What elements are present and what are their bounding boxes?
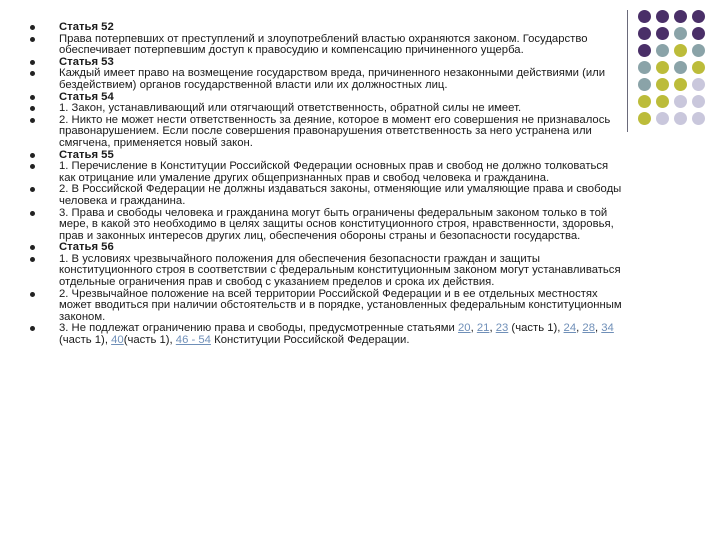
decorative-dot: [638, 61, 651, 74]
article-heading: Статья 56: [59, 241, 114, 254]
article-paragraph-item: [24, 208, 624, 243]
article-paragraph: 2. Чрезвычайное положение на всей территории Российской Федерации и в ее отдельных местностях может вводиться при наличии обстоятельств и в порядке, установленных федеральным конституционным законом.: [59, 287, 622, 323]
article-paragraph-item: [24, 115, 624, 150]
bullet-icon: [30, 71, 35, 76]
decorative-dot: [656, 95, 669, 108]
decorative-dot: [656, 112, 669, 125]
bullet-icon: [30, 37, 35, 42]
article-link[interactable]: 34: [601, 322, 614, 335]
article-link[interactable]: 40: [111, 334, 124, 347]
article-heading: Статья 52: [59, 21, 114, 33]
article-paragraph-item: [24, 103, 624, 115]
constitution-article-list: [24, 22, 624, 347]
article-heading: Статья 55: [59, 148, 114, 161]
bullet-icon: [30, 25, 35, 30]
article-paragraph: [59, 323, 624, 346]
paragraph-text: Конституции Российской Федерации.: [210, 334, 410, 347]
bullet-icon: [30, 153, 35, 158]
article-paragraph: 3. Права и свободы человека и гражданина могут быть ограничены федеральным законом только в той мере, в какой это необходимо в целях защиты основ конституционного строя, нравственности, здоровья, прав и законных интересов других лиц, обеспечения обороны страны и безопасности государства.: [59, 206, 614, 242]
decorative-dot: [692, 78, 705, 91]
decorative-dot: [638, 78, 651, 91]
article-paragraph-item: [24, 184, 624, 207]
decorative-dot: [638, 95, 651, 108]
bullet-icon: [30, 118, 35, 123]
article-paragraph: 2. Никто не может нести ответственность за деяние, которое в момент его совершения не признавалось правонарушением. Если после совершения правонарушения ответственность за него устранена или смягчена, применяется новый закон.: [59, 113, 611, 149]
decorative-dot: [638, 44, 651, 57]
article-paragraph: 1. Закон, устанавливающий или отягчающий ответственность, обратной силы не имеет.: [59, 102, 522, 115]
paragraph-text: (часть 1),: [59, 334, 112, 347]
paragraph-text: ,: [576, 322, 583, 335]
paragraph-text: (часть 1),: [508, 322, 564, 335]
bullet-icon: [30, 257, 35, 262]
article-link[interactable]: 24: [563, 322, 577, 335]
article-link[interactable]: 21: [476, 322, 490, 335]
decorative-dot: [674, 78, 687, 91]
article-paragraph: Каждый имеет право на возмещение государством вреда, причиненного незаконными действиями (или бездействием) органов государственной власти или их должностных лиц.: [59, 67, 606, 91]
paragraph-text: ,: [594, 322, 602, 335]
decorative-dot-grid: [638, 10, 708, 128]
bullet-icon: [30, 60, 35, 65]
decorative-dot: [692, 112, 705, 125]
decorative-dot: [692, 61, 705, 74]
bullet-icon: [30, 106, 35, 111]
article-paragraph: Права потерпевших от преступлений и злоупотреблений властью охраняются законом. Государство обеспечивает потерпевшим доступ к правосудию и компенсацию причиненного ущерба.: [59, 32, 588, 57]
bullet-icon: [30, 292, 35, 297]
paragraph-text: (часть 1),: [123, 334, 176, 347]
article-paragraph-item: [24, 161, 624, 184]
decorative-dot: [656, 10, 669, 23]
bullet-icon: [30, 211, 35, 216]
bullet-icon: [30, 187, 35, 192]
paragraph-text: ,: [489, 322, 496, 335]
article-paragraph-item: [24, 323, 624, 346]
decorative-dot: [638, 112, 651, 125]
decorative-dot: [656, 44, 669, 57]
article-paragraph: 1. Перечисление в Конституции Российской Федерации основных прав и свобод не должно толковаться как отрицание или умаление других общепризнанных прав и свобод человека и гражданина.: [59, 160, 609, 184]
decorative-dot: [692, 10, 705, 23]
decorative-dot: [674, 112, 687, 125]
paragraph-text: ,: [470, 322, 477, 335]
decorative-dot: [656, 27, 669, 40]
article-heading-item: [24, 22, 624, 34]
bullet-icon: [30, 164, 35, 169]
decorative-dot: [638, 27, 651, 40]
article-paragraph: 2. В Российской Федерации не должны издаваться законы, отменяющие или умаляющие права и свободы человека и гражданина.: [59, 183, 622, 207]
decorative-dot: [692, 44, 705, 57]
article-heading: Статья 53: [59, 55, 114, 68]
decorative-dot: [674, 44, 687, 57]
article-paragraph-item: [24, 289, 624, 324]
article-link[interactable]: 20: [458, 322, 471, 335]
decorative-dot: [638, 10, 651, 23]
bullet-icon: [30, 95, 35, 100]
article-paragraph-item: [24, 68, 624, 91]
article-paragraph-item: [24, 34, 624, 57]
decorative-dot: [656, 78, 669, 91]
decorative-dot: [656, 61, 669, 74]
divider-line: [627, 10, 628, 132]
bullet-icon: [30, 245, 35, 250]
article-paragraph: 1. В условиях чрезвычайного положения для обеспечения безопасности граждан и защиты конституционного строя в соответствии с федеральным конституционным законом могут устанавливаться отдельные ограничения прав и свобод с указанием пределов и срока их действия.: [59, 252, 621, 289]
decorative-dot: [674, 95, 687, 108]
decorative-dot: [674, 10, 687, 23]
decorative-dot: [692, 95, 705, 108]
article-link[interactable]: 23: [495, 322, 509, 335]
article-link[interactable]: 28: [582, 322, 595, 335]
paragraph-text: 3. Не подлежат ограничению права и свободы, предусмотренные статьями: [59, 322, 458, 335]
article-heading: Статья 54: [59, 90, 114, 103]
bullet-icon: [30, 326, 35, 331]
article-paragraph-item: [24, 254, 624, 289]
decorative-dot: [692, 27, 705, 40]
decorative-dot: [674, 27, 687, 40]
article-link[interactable]: 46 - 54: [175, 334, 211, 347]
decorative-dot: [674, 61, 687, 74]
